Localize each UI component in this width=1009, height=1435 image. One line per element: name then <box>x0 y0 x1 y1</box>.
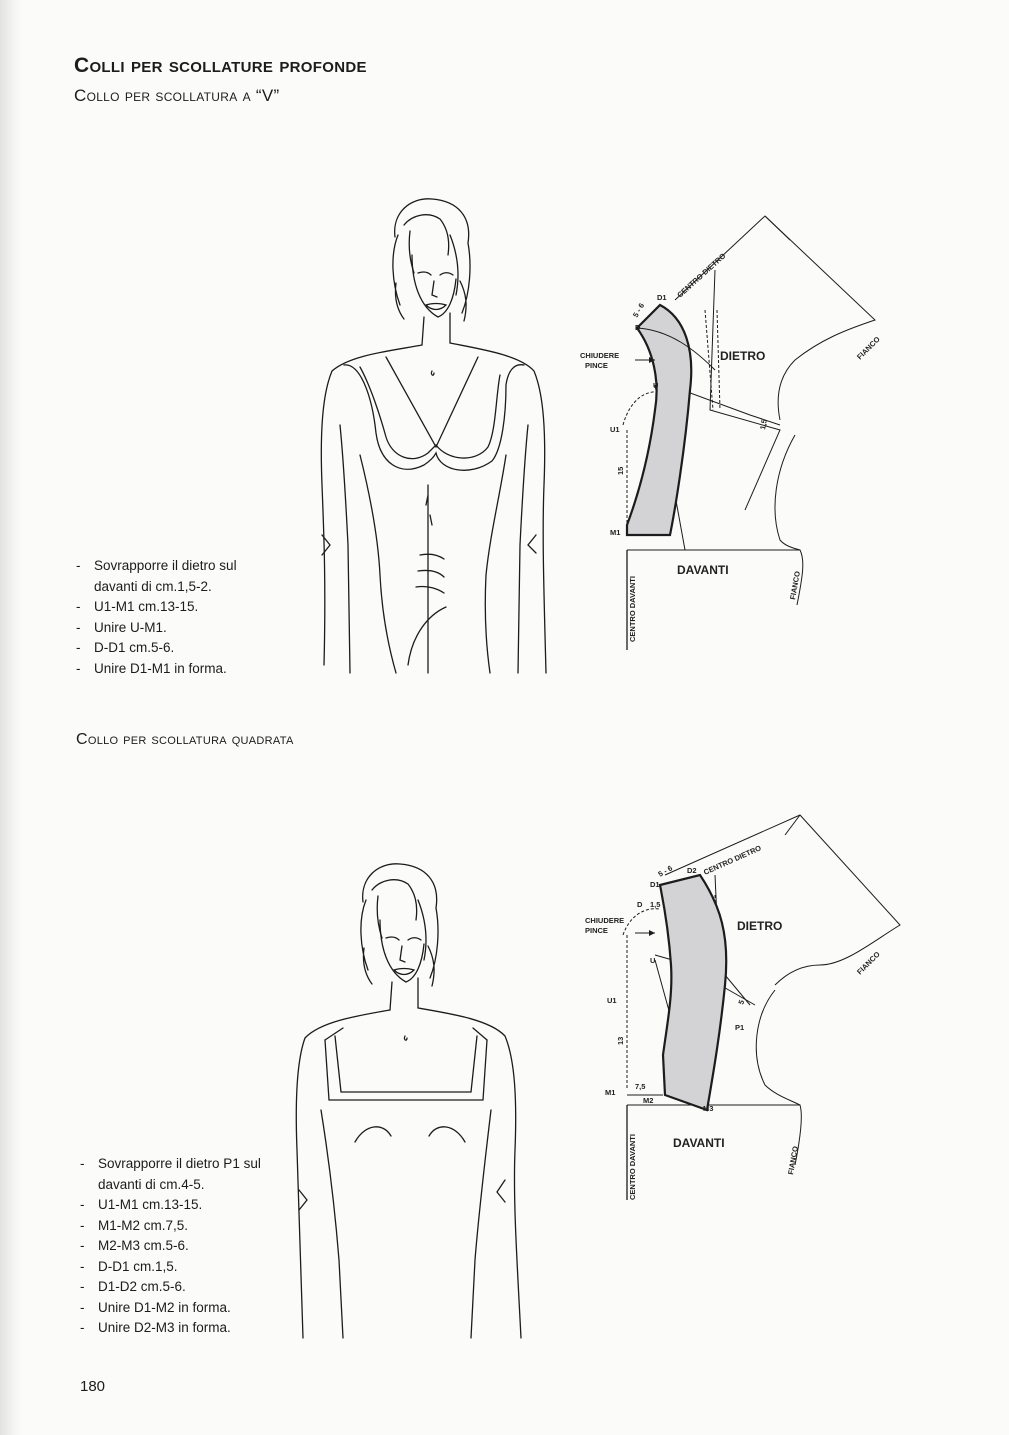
label-dietro: DIETRO <box>737 919 783 933</box>
page-title: Colli per scollature profonde <box>74 54 367 77</box>
label-d2: D2 <box>687 866 697 875</box>
label-davanti: DAVANTI <box>673 1136 725 1150</box>
step-item: - Unire D1-M2 in forma. <box>80 1298 290 1319</box>
label-u: U <box>653 381 659 390</box>
label-m2: M2 <box>643 1096 654 1105</box>
label-measure-dd1: 5 - 6 <box>630 301 647 319</box>
label-d: D <box>637 900 643 909</box>
step-item: - Unire D2-M3 in forma. <box>80 1318 290 1339</box>
step-item: - Sovrapporre il dietro P1 sul davanti di cm.4-5. <box>80 1154 290 1195</box>
label-measure-1-5: 1,5 <box>758 418 769 431</box>
label-measure-13: 13 <box>616 1036 625 1045</box>
steps-list-v-neck <box>76 556 281 679</box>
label-u1: U1 <box>607 996 617 1005</box>
label-fianco-bottom: FIANCO <box>786 1145 800 1176</box>
label-m1: M1 <box>610 528 621 537</box>
step-item: - U1-M1 cm.13-15. <box>76 597 281 618</box>
label-fianco-top: FIANCO <box>855 334 882 362</box>
label-fianco-bottom: FIANCO <box>788 570 802 601</box>
step-item: - M2-M3 cm.5-6. <box>80 1236 290 1257</box>
step-item: - Sovrapporre il dietro sul davanti di cm.1,5-2. <box>76 556 281 597</box>
pattern-diagram-v-neck <box>575 210 915 640</box>
steps-list-square-neck <box>80 1154 290 1339</box>
step-item: - D-D1 cm.5-6. <box>76 638 281 659</box>
label-measure-7-5: 7,5 <box>635 1082 646 1091</box>
step-item: - Unire D1-M1 in forma. <box>76 659 281 680</box>
page-binding-shadow <box>0 0 22 1435</box>
label-p1: P1 <box>735 1023 745 1032</box>
label-measure-dd1: 1,5 <box>650 900 661 909</box>
fashion-figure-v-neck <box>300 195 560 675</box>
label-pince: PINCE <box>585 361 608 370</box>
label-fianco-top: FIANCO <box>855 949 882 977</box>
pattern-diagram-square-neck <box>575 815 915 1235</box>
label-dietro: DIETRO <box>720 349 766 363</box>
page-number: 180 <box>80 1378 106 1395</box>
label-davanti: DAVANTI <box>677 563 729 577</box>
label-chiudere: CHIUDERE <box>580 351 620 360</box>
step-item: - D-D1 cm.1,5. <box>80 1257 290 1278</box>
label-measure-d1d2: 5 - 6 <box>656 863 675 879</box>
label-u: U <box>650 956 656 965</box>
step-item: - U1-M1 cm.13-15. <box>80 1195 290 1216</box>
label-centro-davanti: CENTRO DAVANTI <box>628 1134 637 1200</box>
label-centro-dietro: CENTRO DIETRO <box>675 251 728 300</box>
label-centro-dietro: CENTRO DIETRO <box>702 843 763 877</box>
section-title-square-neck: Collo per scollatura quadrata <box>76 731 294 748</box>
label-m3: M3 <box>703 1104 714 1113</box>
label-chiudere: CHIUDERE <box>585 916 625 925</box>
label-m1: M1 <box>605 1088 616 1097</box>
label-d1: D1 <box>650 880 660 889</box>
fashion-figure-square-neck <box>285 860 545 1340</box>
collar-piece-v <box>627 305 691 535</box>
label-centro-davanti: CENTRO DAVANTI <box>628 576 637 642</box>
section-title-v-neck: Collo per scollatura a “V” <box>74 86 280 105</box>
label-pince: PINCE <box>585 926 608 935</box>
label-measure-5: 5 <box>736 998 747 1006</box>
step-item: - M1-M2 cm.7,5. <box>80 1216 290 1237</box>
step-item: - Unire U-M1. <box>76 618 281 639</box>
step-item: - D1-D2 cm.5-6. <box>80 1277 290 1298</box>
label-u1: U1 <box>610 425 620 434</box>
label-measure-15: 15 <box>616 466 625 475</box>
label-d1: D1 <box>657 293 667 302</box>
label-d: D <box>635 323 641 332</box>
collar-piece-square <box>660 875 726 1110</box>
